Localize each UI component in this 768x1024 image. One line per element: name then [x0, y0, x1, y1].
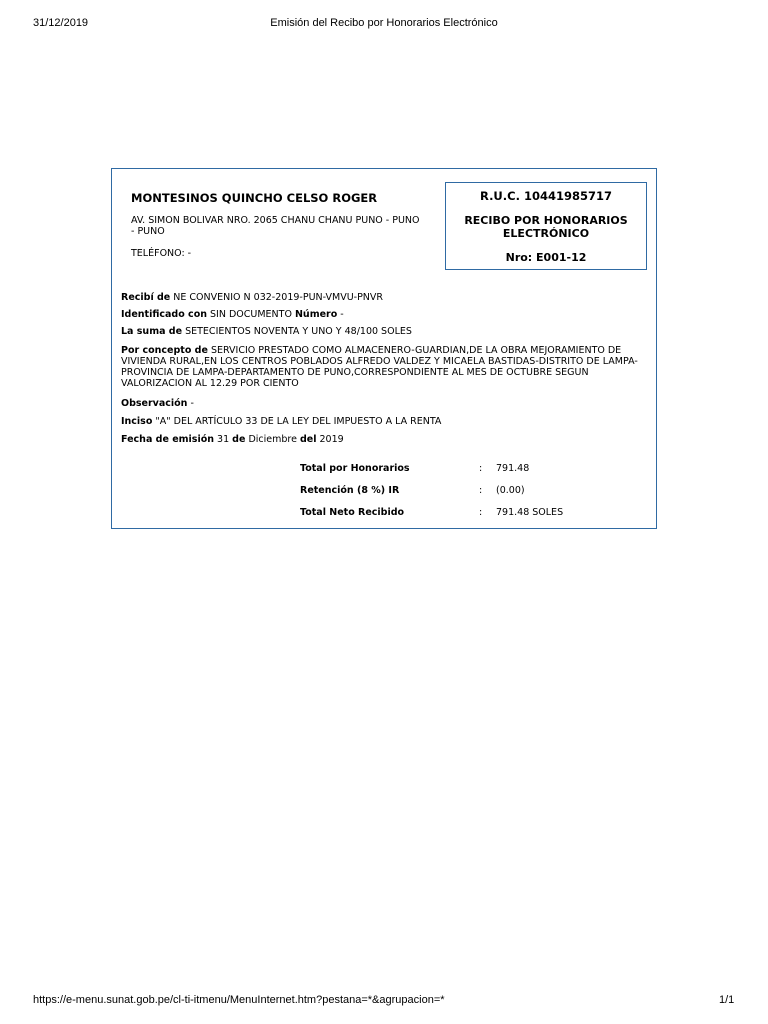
total-honorarios-colon: : [479, 463, 483, 474]
total-neto-colon: : [479, 507, 483, 518]
total-neto-label: Total Neto Recibido [300, 507, 405, 518]
ruc-box [445, 182, 647, 270]
suma-label: La suma de [121, 326, 183, 337]
inciso-label: Inciso [121, 416, 153, 427]
receipt-box [111, 168, 657, 529]
recibi-value: NE CONVENIO N 032-2019-PUN-VMVU-PNVR [173, 292, 384, 303]
print-title: Emisión del Recibo por Honorarios Electrónico [270, 17, 498, 29]
issuer-name: MONTESINOS QUINCHO CELSO ROGER [131, 191, 378, 205]
fecha-del: del [299, 434, 317, 445]
numero-label: Número [294, 309, 338, 320]
total-honorarios-label: Total por Honorarios [300, 463, 410, 474]
fecha-label: Fecha de emisión [121, 434, 215, 445]
recibi-label: Recibí de [121, 292, 171, 303]
inciso-row [121, 416, 649, 427]
retencion-label: Retención (8 %) IR [300, 485, 400, 496]
fecha-day: 31 [217, 434, 230, 445]
ruc-number: R.U.C. 10441985717 [480, 189, 612, 203]
suma-value: SETECIENTOS NOVENTA Y UNO Y 48/100 SOLES [185, 326, 412, 337]
recibi-row [121, 292, 649, 303]
retencion-colon: : [479, 485, 483, 496]
concepto-value: SERVICIO PRESTADO COMO ALMACENERO-GUARDIAN,DE LA OBRA MEJORAMIENTO DE VIVIENDA RURAL,EN LOS CENTROS POBLADOS ALFREDO VALDEZ Y MICAELA BASTIDAS-DISTRITO DE LAMPA-PROVINCIA DE LAMPA-DEPARTAMENTO DE PUNO,CORRESPONDIENTE AL MES DE OCTUBRE SEGUN VALORIZACION AL 12.29 POR CIENTO [121, 345, 638, 389]
identificado-row [121, 309, 649, 320]
observacion-label: Observación [121, 398, 188, 409]
fecha-month: Diciembre [248, 434, 297, 445]
receipt-number: Nro: E001-12 [505, 251, 587, 264]
issuer-phone: TELÉFONO: - [131, 248, 192, 259]
fecha-year: 2019 [319, 434, 344, 445]
concepto-label: Por concepto de [121, 345, 208, 356]
page-number: 1/1 [719, 994, 735, 1006]
observacion-value: - [190, 398, 194, 409]
document-title: RECIBO POR HONORARIOS ELECTRÓNICO [464, 214, 628, 240]
total-neto-value: 791.48 SOLES [496, 507, 564, 518]
print-date: 31/12/2019 [33, 17, 89, 29]
identificado-value: SIN DOCUMENTO [210, 309, 292, 320]
numero-value: - [340, 309, 344, 320]
issuer-address: AV. SIMON BOLIVAR NRO. 2065 CHANU CHANU PUNO - PUNO - PUNO [131, 215, 420, 237]
suma-row [121, 326, 649, 337]
total-honorarios-value: 791.48 [496, 463, 530, 474]
concepto-row [121, 345, 649, 389]
identificado-label: Identificado con [121, 309, 207, 320]
fecha-de: de [232, 434, 246, 445]
print-url: https://e-menu.sunat.gob.pe/cl-ti-itmenu/MenuInternet.htm?pestana=*&agrupacion=* [33, 994, 445, 1006]
fecha-row [121, 434, 649, 445]
observacion-row [121, 398, 649, 409]
retencion-value: (0.00) [496, 485, 525, 496]
inciso-value: "A" DEL ARTÍCULO 33 DE LA LEY DEL IMPUESTO A LA RENTA [155, 416, 442, 427]
